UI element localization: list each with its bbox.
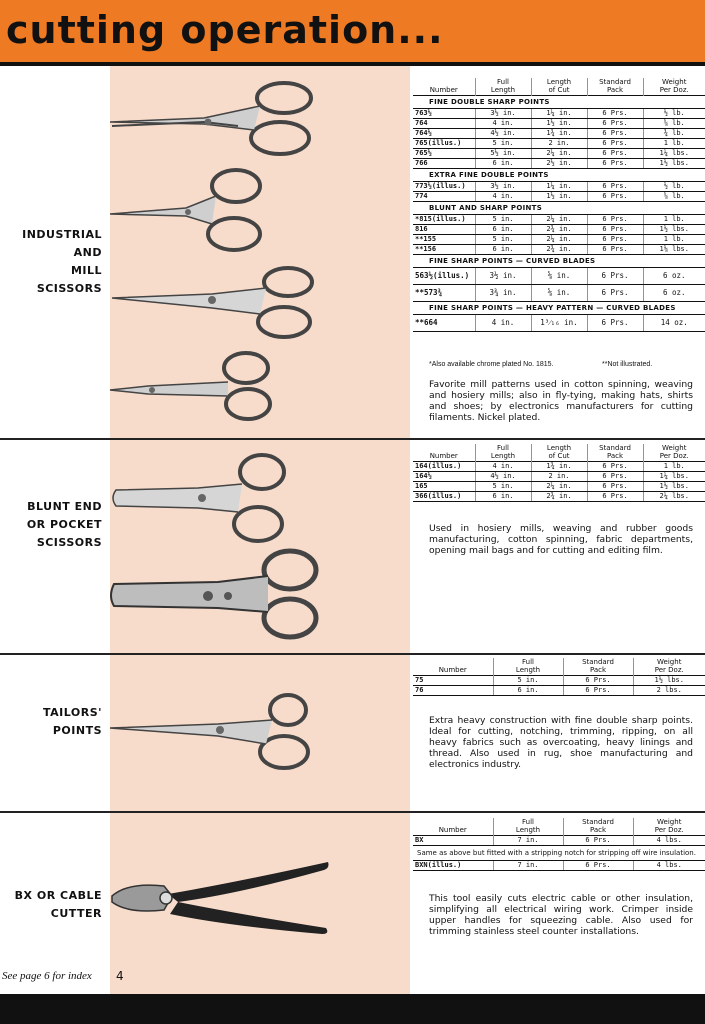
table-row xyxy=(413,676,705,686)
table-cell: 6 Prs. xyxy=(563,836,633,846)
section-divider xyxy=(0,811,705,813)
table-cell: 6 in. xyxy=(475,225,531,235)
table-row xyxy=(413,245,705,255)
model-number: 366(illus.) xyxy=(413,492,475,502)
column-header: Standard Pack xyxy=(563,818,633,836)
table-cell: 6 Prs. xyxy=(587,192,643,202)
table-row xyxy=(413,861,705,871)
group-heading: BLUNT AND SHARP POINTS xyxy=(413,202,705,215)
table-cell: 1⅛ lbs. xyxy=(643,245,705,255)
table-cell: 6 Prs. xyxy=(587,215,643,225)
table-cell: 1½ lbs. xyxy=(643,159,705,169)
table-cell: 3½ in. xyxy=(475,268,531,285)
table-row xyxy=(413,836,705,846)
group-heading-row xyxy=(413,169,705,182)
section-label-line: BLUNT END xyxy=(27,500,102,513)
footer-bar xyxy=(0,994,705,1024)
model-number: 164½ xyxy=(413,472,475,482)
table-cell: 1¼ in. xyxy=(531,182,587,192)
table-cell: ⅝ lb. xyxy=(643,119,705,129)
table-cell: 1½ lbs. xyxy=(633,676,705,686)
table-cell: 2 lbs. xyxy=(633,686,705,696)
model-number: 774 xyxy=(413,192,475,202)
table-cell: 6 Prs. xyxy=(587,462,643,472)
footnote-not-illustrated: **Not illustrated. xyxy=(602,361,653,368)
page-reference: See page 6 for index xyxy=(2,970,92,982)
table-cell: 2¼ lbs. xyxy=(643,492,705,502)
description-blunt-end: Used in hosiery mills, weaving and rubber goods manufacturing, cotton spinning, fabric departments, opening mail bags and for cutting and editing film. xyxy=(429,523,693,556)
section-label-line: AND xyxy=(73,246,102,259)
column-header: Length of Cut xyxy=(531,78,587,96)
table-cell: 6 Prs. xyxy=(587,285,643,302)
scissors-illustration xyxy=(108,690,313,772)
table-cell: 1¼ lbs. xyxy=(643,472,705,482)
column-header: Standard Pack xyxy=(587,444,643,462)
table-cell: 6 in. xyxy=(475,492,531,502)
model-number: 816 xyxy=(413,225,475,235)
table-row xyxy=(413,462,705,472)
section-label-line: SCISSORS xyxy=(36,282,102,295)
table-row xyxy=(413,225,705,235)
table-cell: ½ lb. xyxy=(643,182,705,192)
group-heading: FINE SHARP POINTS — HEAVY PATTERN — CURVED BLADES xyxy=(413,302,705,315)
table-cell: 1 lb. xyxy=(643,215,705,225)
scissors-illustration xyxy=(108,450,288,546)
page-number: 4 xyxy=(116,969,124,983)
table-row xyxy=(413,235,705,245)
table-cell: 1½ lbs. xyxy=(643,482,705,492)
table-cell: 6 in. xyxy=(493,686,563,696)
column-header: Weight Per Doz. xyxy=(643,78,705,96)
column-header: Weight Per Doz. xyxy=(633,818,705,836)
model-number: **573¾ xyxy=(413,285,475,302)
table-cell: 6 in. xyxy=(475,159,531,169)
table-row xyxy=(413,109,705,119)
table-row xyxy=(413,159,705,169)
model-number: 773½(illus.) xyxy=(413,182,475,192)
model-number: 563½(illus.) xyxy=(413,268,475,285)
table-cell: 6 Prs. xyxy=(587,149,643,159)
table-cell: 1½ in. xyxy=(531,192,587,202)
table-cell: 1 lb. xyxy=(643,235,705,245)
table-row xyxy=(413,472,705,482)
table-cell: 1 lb. xyxy=(643,462,705,472)
column-header: Standard Pack xyxy=(563,658,633,676)
model-number: 165 xyxy=(413,482,475,492)
table-cell: 6 Prs. xyxy=(563,676,633,686)
group-heading: FINE SHARP POINTS — CURVED BLADES xyxy=(413,255,705,268)
section-divider xyxy=(0,438,705,440)
section-label-blunt-end xyxy=(0,498,102,552)
table-cell: 6 oz. xyxy=(643,285,705,302)
table-cell: 1¼ lbs. xyxy=(643,149,705,159)
table-row xyxy=(413,149,705,159)
table-cell: 1½ lbs. xyxy=(643,225,705,235)
table-cell: 4 in. xyxy=(475,315,531,332)
description-bx-cutter: This tool easily cuts electric cable or other insulation, simplifying all electrical wiring work. Crimper inside upper handles for squeezing cable. Also used for trimming stainless steel counter installations. xyxy=(429,893,693,937)
model-number: 766 xyxy=(413,159,475,169)
column-header: Number xyxy=(429,452,458,460)
table-cell: 1¾ in. xyxy=(531,462,587,472)
section-label-line: POINTS xyxy=(52,724,102,737)
group-heading-row xyxy=(413,255,705,268)
model-number: 164(illus.) xyxy=(413,462,475,472)
section-label-line: INDUSTRIAL xyxy=(22,228,102,241)
spec-table-tailors xyxy=(413,658,705,696)
table-cell: 1 lb. xyxy=(643,139,705,149)
model-number: 75 xyxy=(413,676,493,686)
table-cell: 6 Prs. xyxy=(587,315,643,332)
section-label-tailors xyxy=(0,704,102,740)
table-cell: 6 Prs. xyxy=(587,245,643,255)
table-cell: 7 in. xyxy=(493,836,563,846)
table-row xyxy=(413,192,705,202)
column-header: Weight Per Doz. xyxy=(633,658,705,676)
table-row xyxy=(413,268,705,285)
section-label-industrial xyxy=(0,226,102,298)
table-cell: 6 Prs. xyxy=(587,139,643,149)
section-label-bx-cutter xyxy=(0,887,102,923)
group-heading: FINE DOUBLE SHARP POINTS xyxy=(413,96,705,109)
column-header: Number xyxy=(429,86,458,94)
table-cell: 6 Prs. xyxy=(587,159,643,169)
table-cell: 4 in. xyxy=(475,192,531,202)
table-cell: 1½ in. xyxy=(531,119,587,129)
table-cell: 5 in. xyxy=(493,676,563,686)
group-heading-row xyxy=(413,846,705,861)
table-cell: 2 in. xyxy=(531,472,587,482)
scissors-illustration xyxy=(108,350,278,426)
table-row xyxy=(413,129,705,139)
model-number: *815(illus.) xyxy=(413,215,475,225)
section-label-line: BX OR CABLE xyxy=(14,889,102,902)
table-cell: 6 Prs. xyxy=(587,225,643,235)
table-cell: ⅝ lb. xyxy=(643,192,705,202)
table-cell: 3½ in. xyxy=(475,109,531,119)
column-header: Weight Per Doz. xyxy=(643,444,705,462)
table-cell: 2¼ in. xyxy=(531,149,587,159)
table-cell: 6 Prs. xyxy=(563,861,633,871)
table-row xyxy=(413,482,705,492)
column-header: Full Length xyxy=(493,658,563,676)
table-cell: ¾ lb. xyxy=(643,129,705,139)
table-cell: 1¾ in. xyxy=(531,129,587,139)
model-number: **664 xyxy=(413,315,475,332)
table-cell: 4 lbs. xyxy=(633,836,705,846)
section-label-line: OR POCKET xyxy=(26,518,102,531)
group-heading-row xyxy=(413,302,705,315)
table-cell: 5½ in. xyxy=(475,149,531,159)
section-label-line: CUTTER xyxy=(50,907,102,920)
table-cell: 6 Prs. xyxy=(587,119,643,129)
table-row xyxy=(413,119,705,129)
table-cell: 4 in. xyxy=(475,119,531,129)
table-cell: 4 lbs. xyxy=(633,861,705,871)
column-header: Number xyxy=(438,826,467,834)
page-title: cutting operation... xyxy=(6,8,444,52)
table-cell: 6 Prs. xyxy=(587,182,643,192)
header-band xyxy=(0,0,705,62)
column-header: Full Length xyxy=(493,818,563,836)
table-cell: 7 in. xyxy=(493,861,563,871)
table-cell: 3½ in. xyxy=(475,182,531,192)
table-row xyxy=(413,492,705,502)
table-cell: 6 Prs. xyxy=(563,686,633,696)
section-divider xyxy=(0,653,705,655)
table-cell: 1³⁄₁₆ in. xyxy=(531,315,587,332)
section-label-line: SCISSORS xyxy=(36,536,102,549)
table-cell: 14 oz. xyxy=(643,315,705,332)
table-cell: 4½ in. xyxy=(475,129,531,139)
description-tailors: Extra heavy construction with fine double sharp points. Ideal for cutting, notching, trimming, ripping, on all heavy fabrics such as overcoating, heavy linings and thread. Also used in rug, shoe manufacturing and electronics industry. xyxy=(429,715,693,770)
table-row xyxy=(413,139,705,149)
table-row xyxy=(413,182,705,192)
spec-table-industrial xyxy=(413,78,705,332)
model-number: **155 xyxy=(413,235,475,245)
table-cell: 5 in. xyxy=(475,235,531,245)
table-cell: 6 Prs. xyxy=(587,109,643,119)
table-cell: ⅝ in. xyxy=(531,285,587,302)
model-number: 765(illus.) xyxy=(413,139,475,149)
column-header: Length of Cut xyxy=(531,444,587,462)
table-cell: 6 in. xyxy=(475,245,531,255)
table-cell: 2¼ in. xyxy=(531,215,587,225)
table-cell: 5 in. xyxy=(475,215,531,225)
table-row xyxy=(413,315,705,332)
column-header: Number xyxy=(438,666,467,674)
column-header: Standard Pack xyxy=(587,78,643,96)
table-cell: 2 in. xyxy=(531,139,587,149)
table-cell: 5 in. xyxy=(475,482,531,492)
scissors-illustration xyxy=(108,166,268,256)
table-cell: 6 Prs. xyxy=(587,129,643,139)
group-heading-row xyxy=(413,202,705,215)
table-cell: 6 Prs. xyxy=(587,235,643,245)
scissors-illustration xyxy=(108,264,318,344)
model-number: 764½ xyxy=(413,129,475,139)
model-number: 765½ xyxy=(413,149,475,159)
column-header: Full Length xyxy=(475,78,531,96)
table-note: Same as above but fitted with a stripping notch for stripping off wire insulation. xyxy=(413,846,705,861)
table-row xyxy=(413,285,705,302)
table-row xyxy=(413,686,705,696)
table-cell: 2¼ in. xyxy=(531,235,587,245)
table-cell: 1¼ in. xyxy=(531,109,587,119)
table-cell: 4½ in. xyxy=(475,472,531,482)
model-number: 76 xyxy=(413,686,493,696)
model-number: BXN(illus.) xyxy=(413,861,493,871)
group-heading: EXTRA FINE DOUBLE POINTS xyxy=(413,169,705,182)
table-cell: 6 Prs. xyxy=(587,492,643,502)
table-cell: 6 Prs. xyxy=(587,268,643,285)
model-number: **156 xyxy=(413,245,475,255)
table-cell: 2½ in. xyxy=(531,159,587,169)
table-cell: 4 in. xyxy=(475,462,531,472)
table-cell: 2¼ in. xyxy=(531,482,587,492)
table-cell: 2¾ in. xyxy=(531,245,587,255)
table-cell: 6 oz. xyxy=(643,268,705,285)
model-number: 764 xyxy=(413,119,475,129)
table-cell: 2¾ in. xyxy=(531,492,587,502)
scissors-illustration xyxy=(108,78,318,160)
model-number: BX xyxy=(413,836,493,846)
table-cell: 6 Prs. xyxy=(587,472,643,482)
description-industrial: Favorite mill patterns used in cotton spinning, weaving and hosiery mills; also in fly-tying, making hats, shirts and shoes; by electronics manufacturers for cutting filaments. Nickel plated. xyxy=(429,379,693,423)
scissors-illustration xyxy=(108,546,323,642)
table-cell: 6 Prs. xyxy=(587,482,643,492)
model-number: 763½ xyxy=(413,109,475,119)
section-label-line: TAILORS' xyxy=(43,706,102,719)
section-label-line: MILL xyxy=(70,264,102,277)
table-cell: ⅝ in. xyxy=(531,268,587,285)
table-cell: 2¾ in. xyxy=(531,225,587,235)
table-cell: 5 in. xyxy=(475,139,531,149)
spec-table-blunt-end xyxy=(413,444,705,502)
spec-table-bx-cutter xyxy=(413,818,705,871)
column-header: Full Length xyxy=(475,444,531,462)
table-row xyxy=(413,215,705,225)
footnote-chrome: *Also available chrome plated No. 1815. xyxy=(429,361,554,368)
cable-cutter-illustration xyxy=(108,856,333,938)
table-cell: ½ lb. xyxy=(643,109,705,119)
group-heading-row xyxy=(413,96,705,109)
table-cell: 3¾ in. xyxy=(475,285,531,302)
